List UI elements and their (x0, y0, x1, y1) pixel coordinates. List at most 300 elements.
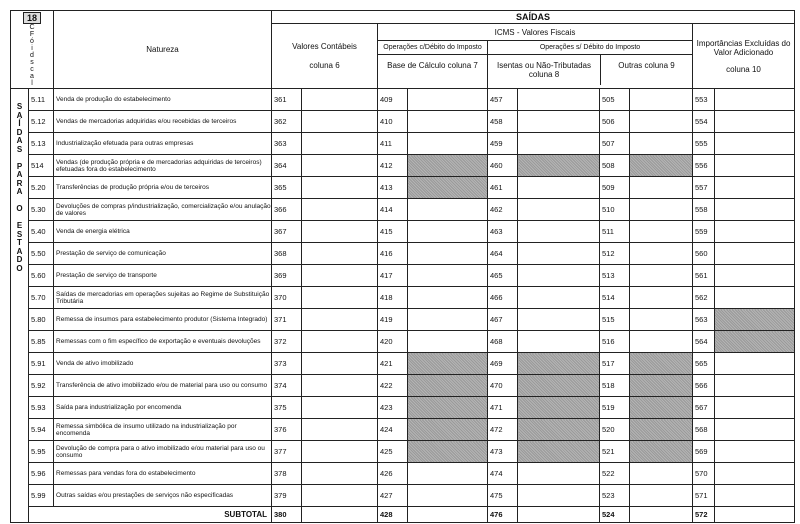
field-number-c9: 515 (600, 309, 630, 331)
field-number-c6: 367 (272, 221, 302, 243)
field-number-c7: 413 (378, 177, 408, 199)
field-number-c8: 473 (488, 441, 518, 463)
cfo-code: 5.96 (29, 463, 54, 485)
cfo-code: 5.70 (29, 287, 54, 309)
cfo-code: 5.13 (29, 133, 54, 155)
value-field-c8[interactable] (518, 89, 600, 111)
field-number-c9: 517 (600, 353, 630, 375)
cfo-letter: d (30, 52, 34, 59)
field-number-c8: 465 (488, 265, 518, 287)
value-field-c10 (715, 309, 795, 331)
value-field-c10[interactable] (715, 111, 795, 133)
cfo-code: 5.50 (29, 243, 54, 265)
field-number-c10: 553 (693, 89, 715, 111)
field-number-c9: 511 (600, 221, 630, 243)
value-field-c10[interactable] (715, 353, 795, 375)
table-row (11, 375, 795, 397)
value-field-c10[interactable] (715, 265, 795, 287)
field-number-c10: 563 (693, 309, 715, 331)
value-field-c8 (518, 397, 600, 419)
field-number-c7: 410 (378, 111, 408, 133)
field-number-c10: 557 (693, 177, 715, 199)
field-number-c10: 565 (693, 353, 715, 375)
natureza-cell: Devolução de compra para o ativo imobilizado e/ou material para uso ou consumo (54, 441, 272, 463)
value-field-c7[interactable] (408, 111, 488, 133)
value-field-c8 (518, 353, 600, 375)
cfo-letter: i (31, 45, 33, 52)
table-row (11, 287, 795, 309)
value-field-c9[interactable] (630, 485, 693, 507)
cfo-letter: a (30, 73, 34, 80)
natureza-cell: Transferências de produção própria e/ou de terceiros (54, 177, 272, 199)
field-number-c8: 462 (488, 199, 518, 221)
field-number-c7: 416 (378, 243, 408, 265)
field-number-c6: 374 (272, 375, 302, 397)
value-field-c6[interactable] (302, 221, 378, 243)
value-field-c10[interactable] (715, 221, 795, 243)
field-number-c10: 556 (693, 155, 715, 177)
field-number-c7: 414 (378, 199, 408, 221)
field-number-c8: 466 (488, 287, 518, 309)
value-field-c7[interactable] (408, 89, 488, 111)
value-field-c6[interactable] (302, 375, 378, 397)
subtotal-label: SUBTOTAL (29, 507, 272, 523)
value-field-c10[interactable] (715, 133, 795, 155)
value-field-c7 (408, 419, 488, 441)
value-field-c8[interactable] (518, 287, 600, 309)
cfo-code: 5.80 (29, 309, 54, 331)
value-field-c8[interactable] (518, 199, 600, 221)
natureza-cell: Remessa de insumos para estabelecimento produtor (Sistema Integrado) (54, 309, 272, 331)
value-field-c8[interactable] (518, 243, 600, 265)
field-number-c9: 506 (600, 111, 630, 133)
natureza-cell: Devoluções de compras p/industrialização, comercialização e/ou anulação de valores (54, 199, 272, 221)
value-field-c10[interactable] (715, 287, 795, 309)
value-field-c9 (630, 397, 693, 419)
value-field-c10[interactable] (715, 375, 795, 397)
saidas-para-o-estado-label (11, 89, 29, 523)
value-field-c7 (408, 397, 488, 419)
field-number-c7: 425 (378, 441, 408, 463)
cfo-letter: c (30, 66, 34, 73)
subtotal-number-c6: 380 (272, 507, 302, 523)
field-number-c8: 471 (488, 397, 518, 419)
table-row (11, 265, 795, 287)
field-number-c6: 372 (272, 331, 302, 353)
side-letter: D (16, 255, 23, 264)
value-field-c6[interactable] (302, 265, 378, 287)
field-number-c6: 376 (272, 419, 302, 441)
value-field-c9 (630, 419, 693, 441)
op-sem-debito-header (488, 41, 693, 89)
value-field-c7[interactable] (408, 243, 488, 265)
value-field-c6[interactable] (302, 419, 378, 441)
subtotal-number-c8: 476 (488, 507, 518, 523)
value-field-c7[interactable] (408, 287, 488, 309)
side-letter: O (16, 263, 23, 273)
cfo-code: 5.92 (29, 375, 54, 397)
field-number-c7: 415 (378, 221, 408, 243)
value-field-c7[interactable] (408, 199, 488, 221)
coluna6-label: coluna 6 (309, 61, 340, 70)
field-number-c9: 510 (600, 199, 630, 221)
natureza-cell: Prestação de serviço de transporte (54, 265, 272, 287)
side-letter: O (16, 204, 23, 213)
value-field-c6[interactable] (302, 331, 378, 353)
side-letter: A (16, 246, 23, 256)
field-number-c6: 379 (272, 485, 302, 507)
field-number-c9: 507 (600, 133, 630, 155)
saidas-table (10, 10, 795, 523)
value-field-c6[interactable] (302, 397, 378, 419)
importancias-label: Importâncias Excluídas do Valor Adicionado (696, 38, 791, 57)
natureza-cell: Remessa simbólica de insumo utilizado na industrialização por encomenda (54, 419, 272, 441)
natureza-cell: Transferência de ativo imobilizado e/ou de material para uso ou consumo (54, 375, 272, 397)
table-row (11, 419, 795, 441)
table-row (11, 199, 795, 221)
field-number-c7: 422 (378, 375, 408, 397)
field-number-c9: 523 (600, 485, 630, 507)
field-number-c7: 424 (378, 419, 408, 441)
field-number-c9: 512 (600, 243, 630, 265)
subtotal-number-c9: 524 (600, 507, 630, 523)
cfo-code: 5.94 (29, 419, 54, 441)
value-field-c6[interactable] (302, 133, 378, 155)
field-number-c9: 513 (600, 265, 630, 287)
table-row (11, 155, 795, 177)
natureza-cell: Vendas (de produção própria e de mercadorias adquiridas de terceiros) efetuadas fora do estabelecimento (54, 155, 272, 177)
field-number-c7: 426 (378, 463, 408, 485)
field-number-c6: 362 (272, 111, 302, 133)
valores-contabeis-label: Valores Contábeis (292, 42, 357, 51)
value-field-c9[interactable] (630, 177, 693, 199)
field-number-c10: 568 (693, 419, 715, 441)
cfo-letter: s (30, 59, 34, 66)
subtotal-value-c9[interactable] (630, 507, 693, 523)
value-field-c8[interactable] (518, 331, 600, 353)
value-field-c8[interactable] (518, 265, 600, 287)
cfo-letter: F (29, 31, 35, 38)
subtotal-value-c8[interactable] (518, 507, 600, 523)
natureza-cell: Venda de ativo imobilizado (54, 353, 272, 375)
field-number-c8: 470 (488, 375, 518, 397)
field-number-c6: 364 (272, 155, 302, 177)
field-number-c6: 373 (272, 353, 302, 375)
value-field-c7[interactable] (408, 221, 488, 243)
field-number-c10: 562 (693, 287, 715, 309)
field-number-c8: 472 (488, 419, 518, 441)
value-field-c8[interactable] (518, 463, 600, 485)
field-number-c8: 475 (488, 485, 518, 507)
side-letter: P (16, 161, 23, 171)
value-field-c8 (518, 375, 600, 397)
op-sem-debito-label: Operações s/ Débito do Imposto (488, 41, 692, 55)
field-number-c10: 571 (693, 485, 715, 507)
cfo-vertical-label (11, 24, 53, 87)
value-field-c7 (408, 375, 488, 397)
isentas-label: Isentas ou Não-Tributadas coluna 8 (488, 55, 601, 85)
op-com-debito-label: Operações c/Débito do Imposto (378, 41, 487, 55)
coluna10-label: coluna 10 (726, 64, 761, 74)
value-field-c8[interactable] (518, 133, 600, 155)
field-number-c6: 366 (272, 199, 302, 221)
valores-contabeis-header (272, 24, 378, 89)
side-letter: T (17, 238, 22, 247)
field-number-c7: 423 (378, 397, 408, 419)
value-field-c6[interactable] (302, 155, 378, 177)
field-number-c6: 363 (272, 133, 302, 155)
value-field-c10[interactable] (715, 155, 795, 177)
value-field-c9 (630, 155, 693, 177)
table-row (11, 353, 795, 375)
table-row (11, 397, 795, 419)
field-number-c8: 467 (488, 309, 518, 331)
natureza-cell: Venda de produção do estabelecimento (54, 89, 272, 111)
table-row (11, 441, 795, 463)
value-field-c7[interactable] (408, 133, 488, 155)
value-field-c7[interactable] (408, 463, 488, 485)
value-field-c9 (630, 441, 693, 463)
field-number-c10: 570 (693, 463, 715, 485)
field-number-c7: 409 (378, 89, 408, 111)
side-letter: A (16, 187, 23, 196)
side-letter: A (16, 170, 23, 179)
value-field-c7 (408, 441, 488, 463)
saidas-header: SAÍDAS (272, 11, 795, 24)
table-row (11, 221, 795, 243)
subtotal-value-c7[interactable] (408, 507, 488, 523)
field-number-c10: 566 (693, 375, 715, 397)
value-field-c9[interactable] (630, 199, 693, 221)
field-number-c6: 378 (272, 463, 302, 485)
form-number: 18 (23, 12, 41, 24)
natureza-cell: Saída para industrialização por encomenda (54, 397, 272, 419)
value-field-c7 (408, 353, 488, 375)
field-number-c9: 505 (600, 89, 630, 111)
value-field-c8[interactable] (518, 309, 600, 331)
natureza-cell: Remessas com o fim específico de exportação e eventuais devoluções (54, 331, 272, 353)
field-number-c9: 520 (600, 419, 630, 441)
field-number-c7: 411 (378, 133, 408, 155)
field-number-c9: 516 (600, 331, 630, 353)
cfo-letter: C (29, 24, 35, 31)
table-row (11, 309, 795, 331)
subtotal-number-c7: 428 (378, 507, 408, 523)
value-field-c10[interactable] (715, 243, 795, 265)
field-number-c8: 474 (488, 463, 518, 485)
field-number-c6: 368 (272, 243, 302, 265)
value-field-c9[interactable] (630, 287, 693, 309)
value-field-c10[interactable] (715, 441, 795, 463)
side-letter: S (16, 229, 23, 239)
value-field-c9 (630, 375, 693, 397)
value-field-c10[interactable] (715, 419, 795, 441)
table-row (11, 463, 795, 485)
value-field-c6[interactable] (302, 243, 378, 265)
field-number-c7: 412 (378, 155, 408, 177)
table-row (11, 89, 795, 111)
value-field-c7 (408, 155, 488, 177)
value-field-c6[interactable] (302, 89, 378, 111)
side-letter: S (16, 144, 23, 154)
value-field-c6[interactable] (302, 463, 378, 485)
value-field-c8[interactable] (518, 485, 600, 507)
value-field-c9[interactable] (630, 331, 693, 353)
field-number-c6: 365 (272, 177, 302, 199)
field-number-c7: 417 (378, 265, 408, 287)
importancias-header (693, 24, 795, 89)
cfo-code: 5.30 (29, 199, 54, 221)
outras-label: Outras coluna 9 (618, 61, 675, 70)
cfo-letter: l (31, 80, 33, 87)
field-number-c8: 468 (488, 331, 518, 353)
cfo-code: 5.12 (29, 111, 54, 133)
field-number-c7: 419 (378, 309, 408, 331)
value-field-c6[interactable] (302, 441, 378, 463)
value-field-c9[interactable] (630, 243, 693, 265)
field-number-c9: 522 (600, 463, 630, 485)
value-field-c8[interactable] (518, 177, 600, 199)
side-letter: E (16, 221, 23, 230)
side-letter: A (16, 136, 23, 145)
field-number-c8: 463 (488, 221, 518, 243)
natureza-cell: Remessas para vendas fora do estabelecimento (54, 463, 272, 485)
side-letter: A (16, 110, 23, 120)
field-number-c8: 457 (488, 89, 518, 111)
field-number-c6: 377 (272, 441, 302, 463)
value-field-c6[interactable] (302, 485, 378, 507)
field-number-c7: 418 (378, 287, 408, 309)
natureza-header: Natureza (54, 11, 272, 89)
natureza-cell: Saídas de mercadorias em operações sujeitas ao Regime de Substituição Tributária (54, 287, 272, 309)
field-number-c7: 427 (378, 485, 408, 507)
field-number-c8: 469 (488, 353, 518, 375)
subtotal-number-c10: 572 (693, 507, 715, 523)
value-field-c10[interactable] (715, 463, 795, 485)
value-field-c6[interactable] (302, 177, 378, 199)
cfo-code: 5.85 (29, 331, 54, 353)
value-field-c10[interactable] (715, 485, 795, 507)
value-field-c7[interactable] (408, 265, 488, 287)
field-number-c10: 561 (693, 265, 715, 287)
op-com-debito-header (378, 41, 488, 89)
value-field-c8[interactable] (518, 221, 600, 243)
table-row (11, 331, 795, 353)
side-letter: D (16, 127, 23, 137)
cfo-code: 5.60 (29, 265, 54, 287)
natureza-cell: Venda de energia elétrica (54, 221, 272, 243)
value-field-c7[interactable] (408, 309, 488, 331)
value-field-c9[interactable] (630, 265, 693, 287)
table-row (11, 243, 795, 265)
field-number-c8: 464 (488, 243, 518, 265)
field-number-c10: 554 (693, 111, 715, 133)
field-number-c10: 559 (693, 221, 715, 243)
side-letter: S (16, 102, 23, 111)
subtotal-value-c6[interactable] (302, 507, 378, 523)
field-number-c8: 458 (488, 111, 518, 133)
field-number-c8: 461 (488, 177, 518, 199)
value-field-c10[interactable] (715, 199, 795, 221)
natureza-cell: Outras saídas e/ou prestações de serviços não especificadas (54, 485, 272, 507)
field-number-c10: 555 (693, 133, 715, 155)
icms-header: ICMS - Valores Fiscais (378, 24, 693, 41)
field-number-c6: 361 (272, 89, 302, 111)
side-letter: Í (18, 119, 21, 128)
value-field-c10[interactable] (715, 397, 795, 419)
field-number-c10: 569 (693, 441, 715, 463)
natureza-cell: Vendas de mercadorias adquiridas e/ou recebidas de terceiros (54, 111, 272, 133)
value-field-c9[interactable] (630, 111, 693, 133)
table-row (11, 485, 795, 507)
cfo-code: 5.11 (29, 89, 54, 111)
value-field-c8 (518, 419, 600, 441)
field-number-c6: 369 (272, 265, 302, 287)
cfo-letter: ó (30, 38, 34, 45)
field-number-c8: 460 (488, 155, 518, 177)
cfo-code: 514 (29, 155, 54, 177)
field-number-c9: 508 (600, 155, 630, 177)
field-number-c6: 375 (272, 397, 302, 419)
table-row (11, 111, 795, 133)
field-number-c7: 421 (378, 353, 408, 375)
table-row (11, 177, 795, 199)
field-number-c10: 564 (693, 331, 715, 353)
field-number-c9: 514 (600, 287, 630, 309)
cfo-code: 5.20 (29, 177, 54, 199)
value-field-c6[interactable] (302, 287, 378, 309)
field-number-c10: 558 (693, 199, 715, 221)
subtotal-value-c10[interactable] (715, 507, 795, 523)
subtotal-row (11, 507, 795, 523)
field-number-c9: 521 (600, 441, 630, 463)
cfo-code: 5.93 (29, 397, 54, 419)
value-field-c9[interactable] (630, 463, 693, 485)
value-field-c7 (408, 177, 488, 199)
cfo-code: 5.95 (29, 441, 54, 463)
cfo-code: 5.99 (29, 485, 54, 507)
field-number-c9: 519 (600, 397, 630, 419)
cfo-code: 5.40 (29, 221, 54, 243)
field-number-c7: 420 (378, 331, 408, 353)
value-field-c9 (630, 353, 693, 375)
field-number-c6: 371 (272, 309, 302, 331)
value-field-c6[interactable] (302, 199, 378, 221)
field-number-c10: 560 (693, 243, 715, 265)
value-field-c7[interactable] (408, 331, 488, 353)
base-calculo-label: Base de Cálculo coluna 7 (387, 61, 478, 70)
field-number-c6: 370 (272, 287, 302, 309)
value-field-c10[interactable] (715, 89, 795, 111)
cfo-code: 5.91 (29, 353, 54, 375)
natureza-cell: Prestação de serviço de comunicação (54, 243, 272, 265)
natureza-cell: Industrialização efetuada para outras empresas (54, 133, 272, 155)
value-field-c6[interactable] (302, 111, 378, 133)
value-field-c9[interactable] (630, 89, 693, 111)
value-field-c9[interactable] (630, 133, 693, 155)
value-field-c9[interactable] (630, 309, 693, 331)
table-row (11, 133, 795, 155)
value-field-c10 (715, 331, 795, 353)
value-field-c6[interactable] (302, 353, 378, 375)
value-field-c6[interactable] (302, 309, 378, 331)
value-field-c8[interactable] (518, 111, 600, 133)
value-field-c9[interactable] (630, 221, 693, 243)
value-field-c8 (518, 441, 600, 463)
field-number-c9: 518 (600, 375, 630, 397)
value-field-c7[interactable] (408, 485, 488, 507)
value-field-c10[interactable] (715, 177, 795, 199)
